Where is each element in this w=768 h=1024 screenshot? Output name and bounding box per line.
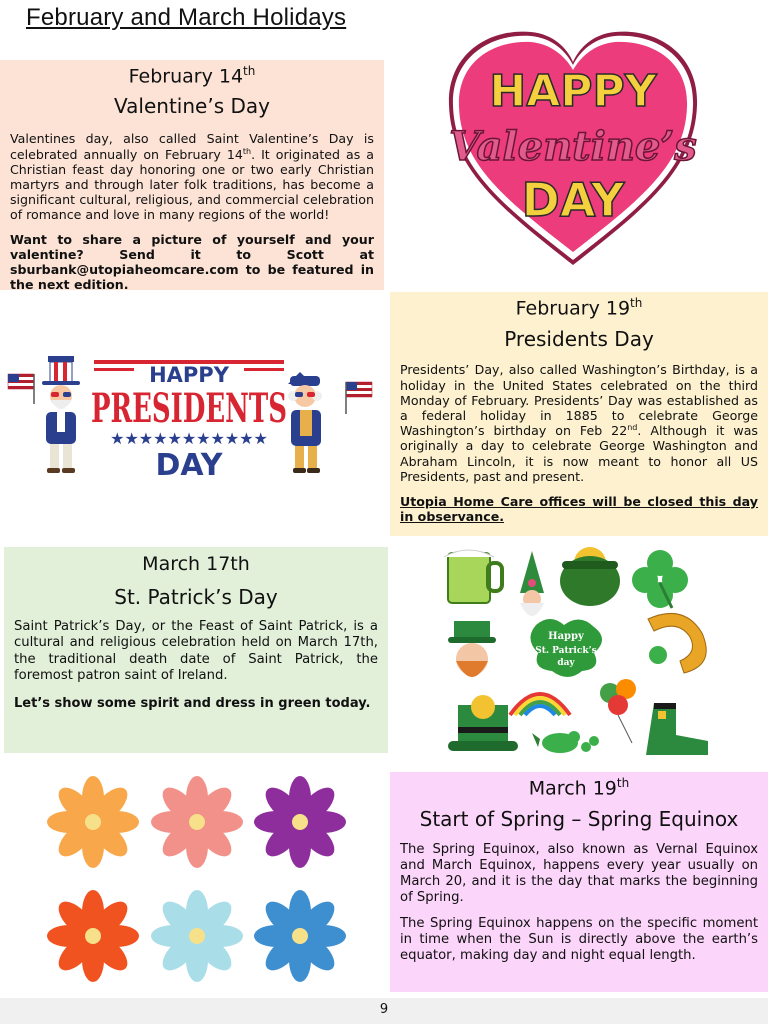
beer-mug-icon: [444, 550, 502, 603]
stpatricks-clipart: [440, 543, 720, 768]
badge-text-day: day: [557, 658, 575, 668]
stpatricks-section: [4, 547, 388, 753]
flower-pink: [151, 776, 243, 868]
valentines-section: [0, 60, 384, 293]
banner-text-day: DAY: [155, 448, 223, 482]
horseshoe-icon: [648, 613, 706, 673]
spring-date: March 19th: [528, 776, 630, 800]
leprechaun-hat-icon: [448, 695, 518, 751]
flower-light-blue: [151, 890, 243, 982]
stpatricks-callout: Let’s show some spirit and dress in green today.: [14, 695, 371, 711]
banner-text-happy: HAPPY: [149, 363, 229, 387]
badge-text-happy: Happy: [548, 631, 584, 642]
happy-st-patricks-badge: [530, 619, 602, 677]
heart-text-happy: HAPPY: [489, 66, 657, 117]
george-washington-figure: [288, 372, 322, 473]
leprechaun-boot-icon: [646, 703, 708, 755]
flower-blue: [254, 890, 346, 982]
presidents-section: [390, 292, 768, 536]
leprechaun-icon: [448, 621, 496, 677]
presidents-body: Presidents’ Day, also called Washington’s Birthday, is a holiday in the United States celebrated on the third Monday of February. Presidents’ Day was established as a federal holiday in 1885 to celebrate George Washington’s birthday on Feb 22nd. Although it was originally a day to celebrate George Washington and Abraham Lincoln, it is now meant to honor all US Presidents, past and present.: [400, 362, 758, 484]
spring-section: [390, 772, 768, 992]
badge-text-stpatricks: St. Patrick’s: [535, 646, 597, 656]
bird-icon: [532, 731, 599, 753]
presidents-banner: [91, 360, 287, 482]
presidents-closure-notice: Utopia Home Care offices will be closed this day in observance.: [400, 493, 758, 525]
uncle-sam-figure: [42, 356, 80, 473]
spring-flowers-image: [40, 770, 356, 990]
valentines-date: February 14th: [128, 64, 256, 88]
us-flag-icon-right: [346, 382, 372, 414]
valentines-body: Valentines day, also called Saint Valentine’s Day is celebrated annually on February 14th. It originated as a Christian feast day honoring one or two early Christian martyrs and through later folk traditions, has become a significant cultural, religious, and commercial celebration of romance and love in many regions of the world!: [10, 131, 374, 223]
heart-text-day: DAY: [521, 173, 625, 227]
presidents-title: Presidents Day: [504, 327, 654, 352]
valentines-callout: Want to share a picture of yourself and your valentine? Send it to Scott at sburbank@utopiaheomcare.com to be featured in the next edition.: [10, 231, 374, 293]
banner-text-presidents: PRESIDENTS: [91, 385, 287, 432]
banner-stars: ★★★★★★★★★★★: [110, 429, 268, 448]
balloons-icon: [600, 679, 636, 743]
presidents-date: February 19th: [515, 296, 643, 320]
flower-orange-red: [47, 890, 139, 982]
spring-title: Start of Spring – Spring Equinox: [419, 807, 739, 832]
stpatricks-title: St. Patrick’s Day: [114, 585, 278, 609]
page-number: 9: [379, 1002, 389, 1017]
shamrock-icon: [632, 550, 688, 608]
presidents-day-image: [4, 352, 374, 482]
spring-body-1: The Spring Equinox, also known as Vernal Equinox and March Equinox, happens every year usually on March 20, and it is the day that marks the beginning of Spring.: [400, 842, 758, 906]
flower-purple: [254, 776, 346, 868]
valentine-heart-image: [443, 20, 703, 272]
page-title: February and March Holidays: [26, 4, 347, 31]
rainbow-icon: [510, 694, 570, 715]
valentines-title: Valentine’s Day: [114, 94, 270, 119]
gnome-icon: [520, 551, 544, 616]
stpatricks-body: Saint Patrick’s Day, or the Feast of Saint Patrick, is a cultural and religious celebration held on March 17th, the traditional death date of Saint Patrick, the foremost patron saint of Ireland.: [14, 619, 378, 684]
stpatricks-date: March 17th: [142, 553, 250, 575]
heart-text-valentines: Valentine’s: [449, 123, 697, 170]
spring-body-2: The Spring Equinox happens on the specific moment in time when the Sun is directly above the earth’s equator, making day and night equal length.: [400, 916, 758, 964]
pot-of-gold-icon: [560, 547, 620, 606]
flower-orange-light: [47, 776, 139, 868]
us-flag-icon-left: [8, 374, 34, 404]
